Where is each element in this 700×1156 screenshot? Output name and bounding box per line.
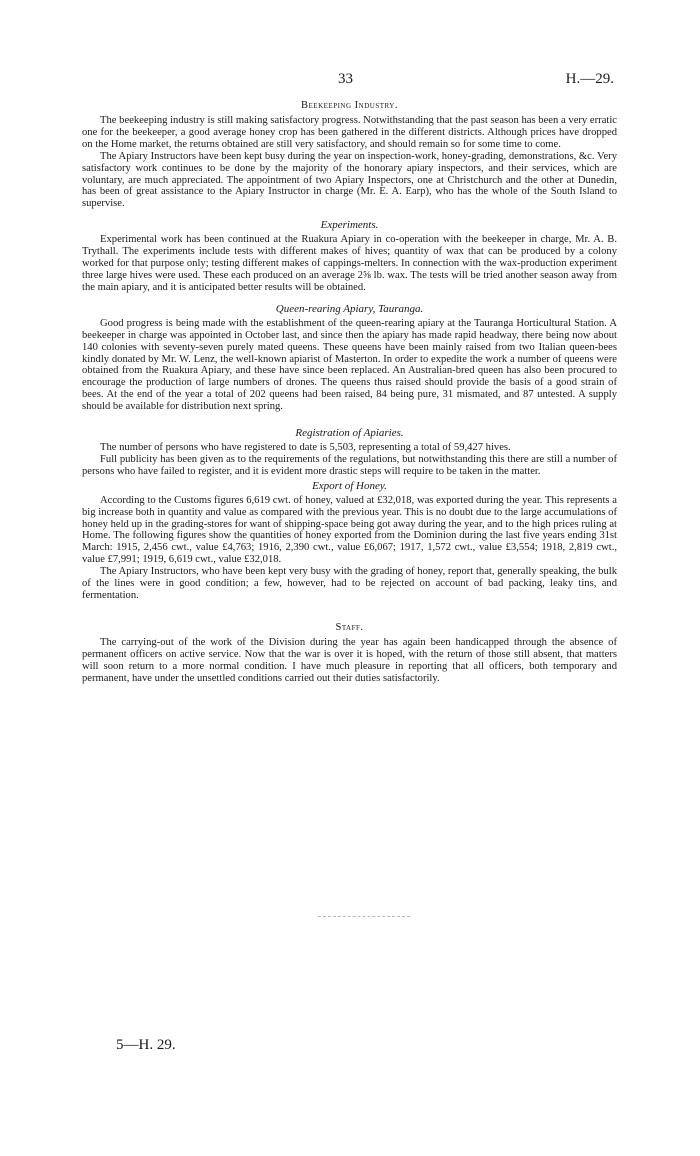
paragraph: The Apiary Instructors, who have been kept very busy with the grading of honey, report that, generally speaking, the bulk of the lines were in good condition; a few, however, had to be rejected on account of bad packing, leaky tins, and fermentation.: [82, 566, 617, 601]
paragraph: The beekeeping industry is still making satisfactory progress. Notwithstanding that the past season has been a very erratic one for the beekeeper, a good average honey crop has been gathered in the different districts. Although prices have dropped on the Home market, the returns obtained are still very satisfactory, and should remain so for some time to come.: [82, 115, 617, 150]
document-reference: H.—29.: [565, 71, 614, 87]
section-heading-staff: Staff.: [335, 621, 364, 633]
page-number: 33: [338, 71, 353, 87]
subheading-export: Export of Honey.: [312, 479, 387, 492]
paragraph: Good progress is being made with the establishment of the queen-rearing apiary at the Tauranga Horticultural Station. A beekeeper in charge was appointed in October last, and since then the apiary has made rapid headway, there being now about 140 colonies with seventy-seven purely mated queens. These queens have been mainly raised from two Italian queen-bees kindly donated by Mr. W. Lenz, the well-known apiarist of Masterton. In order to expedite the work a number of queens were obtained from the Ruakura Apiary, and these have since been replaced. An Australian-bred queen has also been procured to encourage the production of large numbers of drones. The queens thus raised should provide the basis of a good strain of bees. At the end of the year a total of 202 queens had been raised, 84 being pure, 31 mismated, and 87 untested. A supply should be available for distribution next spring.: [82, 317, 617, 413]
subheading-experiments: Experiments.: [320, 219, 379, 232]
section-heading-beekeeping: Beekeeping Industry.: [301, 100, 398, 111]
paragraph: The carrying-out of the work of the Division during the year has again been handicapped through the absence of permanent officers on active service. Now that the war is over it is hoped, with the return of those still absent, that matters will soon return to a more normal condition. I have much pleasure in reporting that all officers, both temporary and permanent, have under the unsettled conditions carried out their duties satisfactorily.: [82, 636, 617, 684]
subheading-registration: Registration of Apiaries.: [295, 427, 404, 440]
subheading-queen-rearing: Queen-rearing Apiary, Tauranga.: [275, 302, 424, 315]
paragraph: Full publicity has been given as to the requirements of the regulations, but notwithstanding this there are still a number of persons who have failed to register, and it is evident more drastic steps will require to be taken in the matter.: [82, 453, 617, 477]
divider: [318, 916, 410, 917]
paragraph: The Apiary Instructors have been kept busy during the year on inspection-work, honey-grading, demonstrations, &c. Very satisfactory work continues to be done by the majority of the honorary apiary inspectors, and their services, which are voluntary, are much appreciated. The appointment of two Apiary Inspectors, one at Christchurch and the other at Dunedin, has been of great assistance to the Apiary Instructor in charge (Mr. E. A. Earp), who has the whole of the South Island to supervise.: [82, 150, 617, 210]
footer-signature: 5—H. 29.: [116, 1037, 176, 1053]
paragraph: The number of persons who have registered to date is 5,503, representing a total of 59,427 hives.: [100, 442, 511, 454]
main-content: [82, 100, 617, 685]
paragraph: Experimental work has been continued at the Ruakura Apiary in co-operation with the beekeeper in charge, Mr. A. B. Trythall. The experiments include tests with different makes of hives; quantity of wax that can be produced by a colony worked for that purpose only; testing different makes of cappings-melters. In connection with the wax-production experiment three large hives were used. These each produced on an average 2⅝ lb. wax. The tests will be tried another season away from the main apiary, and it is anticipated better results will be obtained.: [82, 234, 617, 293]
paragraph: According to the Customs figures 6,619 cwt. of honey, valued at £32,018, was exported during the year. This represents a big increase both in quantity and value as compared with the previous year. This is no doubt due to the large accumulations of honey held up in the grading-stores for want of shipping-space being got away during the year, and to the high prices ruling at Home. The following figures show the quantities of honey exported from the Dominion during the last five years ending 31st March: 1915, 2,456 cwt., value £4,763; 1916, 2,390 cwt., value £6,067; 1917, 1,572 cwt., value £3,554; 1918, 2,819 cwt., value £7,991; 1919, 6,619 cwt., value £32,018.: [82, 494, 617, 566]
